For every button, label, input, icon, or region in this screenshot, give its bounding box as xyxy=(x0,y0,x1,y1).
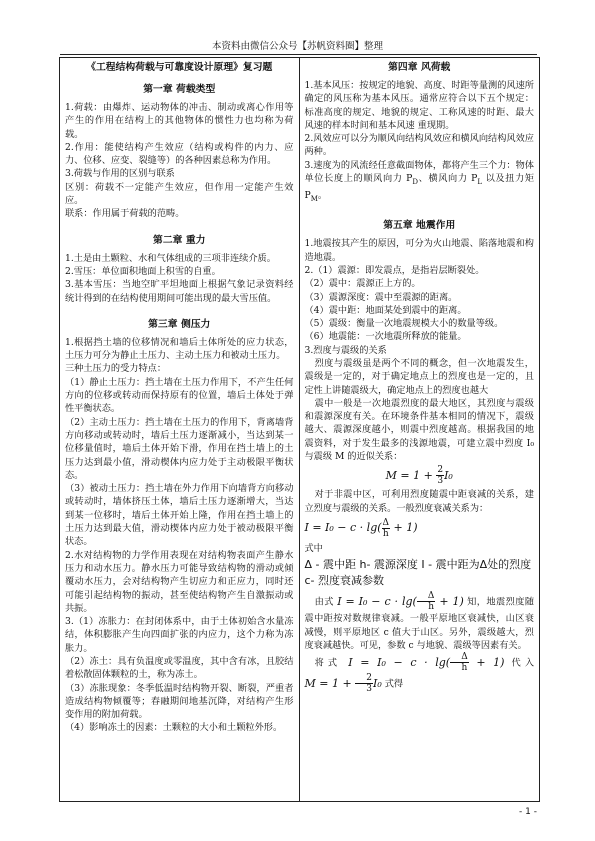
paragraph: （3）被动土压力：挡土墙在外力作用下向墙背方向移动或转动时，墙体挤压土体，墙后土压力逐渐增大，当达到某一位移时，墙后土体开始上隆，作用在挡土墙上的土压力达到最大值，滑动楔体内应力处于被动极限平衡状态。 xyxy=(65,483,294,548)
symbol-definitions: Δ - 震中距 h- 震源深度 I - 震中距为Δ处的烈度 c- 烈度衰减参数 xyxy=(304,558,532,588)
paragraph: 联系：作用属于荷载的范畴。 xyxy=(65,208,185,220)
chapter-2-heading: 第二章 重力 xyxy=(153,234,206,246)
page-number: - 1 - xyxy=(519,807,537,817)
paragraph: 3.（1）冻胀力：在封闭体系中，由于土体初始含水量冻结，体积膨胀产生向四面扩张的内应力，这个力称为冻胀力。 xyxy=(65,616,294,654)
paragraph: 2.雪压：单位面积地面上积雪的自重。 xyxy=(65,265,221,277)
right-column xyxy=(300,58,540,801)
paragraph: 3.速度为的风流经任意截面物体，都将产生三个力：物体单位长度上的顺风向力 $P_D$、横风向力 $P_L$ 以及扭力矩 $P_M$。 xyxy=(304,159,535,204)
equation-attenuation: I = I₀ − c · lg( $\frac{\Delta}{h}$ + 1) xyxy=(304,517,418,539)
paragraph: 3.烈度与震级的关系 xyxy=(304,344,387,356)
paragraph: （1）静止土压力：挡土墙在土压力作用下，不产生任何方向的位移或转动而保持原有的位置，墙后土体处于弹性平衡状态。 xyxy=(65,376,294,415)
chapter-1-heading: 第一章 荷载类型 xyxy=(143,84,216,95)
paragraph: （2）冻土：具有负温度或零温度，其中含有冰，且胶结着松散固体颗粒的土，称为冻土。 xyxy=(65,655,294,681)
paragraph: 区别：荷载不一定能产生效应，但作用一定能产生效应。 xyxy=(65,181,294,207)
paragraph: 1.荷载：由爆炸、运动物体的冲击、制动或离心作用等产生的作用在结构上的其他物体的惯性力也均称为荷载。 xyxy=(65,102,294,140)
paragraph: 由式 I = I₀ − c · lg( $\frac{\Delta}{h}$ + 1) 知，地震烈度随震中距按对数规律衰减。一般平原地区衰减快，山区衰减慢，则平原地区 c 值大于山区。另外，震级越大，烈度衰减越快。可见，参数 c 与地貌、震级等因素有关。 xyxy=(304,591,535,651)
document-title: 《工程结构荷载与可靠度设计原理》复习题 xyxy=(86,62,273,73)
chapter-4-heading: 第四章 风荷载 xyxy=(388,62,451,73)
paragraph: （6）地震能：一次地震所释放的能量。 xyxy=(304,331,467,343)
left-column xyxy=(60,58,300,801)
header-rule xyxy=(60,54,537,55)
paragraph: （4）震中距：地面某处到震中的距离。 xyxy=(304,304,467,316)
paragraph: 3.荷载与作用的区别与联系 xyxy=(65,168,175,180)
paragraph: 2.作用：能使结构产生效应（结构或构件的内力、应力、位移、应变、裂缝等）的各种因素总称为作用。 xyxy=(65,141,294,167)
paragraph: 烈度与震级虽是两个不同的概念，但一次地震发生，震级是一定的，对于确定地点上的烈度也是一定的，且定性上讲随震级大，确定地点上的烈度也越大 xyxy=(304,358,534,396)
page-header: 本资料由微信公众号【苏帆资料圈】整理 xyxy=(211,41,383,52)
paragraph: （5）震级：衡量一次地震规模大小的数量等级。 xyxy=(304,318,504,330)
paragraph: （4）影响冻土的因素：土颗粒的大小和土颗粒外形。 xyxy=(65,722,283,734)
paragraph: 式中 xyxy=(304,542,323,554)
paragraph: 将式 I = I₀ − c · lg( $\frac{\Delta}{h}$ + 1) 代入 M = 1 + $\frac{2}{3}$ I₀ 式得 xyxy=(304,652,535,695)
chapter-5-heading: 第五章 地震作用 xyxy=(383,220,456,232)
paragraph: 2.风效应可以分为顺风向结构风效应和横风向结构风效应两种。 xyxy=(304,133,534,158)
paragraph: （3）震源深度：震中至震源的距离。 xyxy=(304,291,458,303)
paragraph: （2）主动土压力：挡土墙在土压力的作用下，背离墙背方向移动或转动时，墙后土压力逐渐减小，当达到某一位移量值时，墙后土体开始下滑，作用在挡土墙上的土压力达到最小值，滑动楔体内应力处于主动极限平衡状态。 xyxy=(65,416,294,481)
paragraph: 1.土是由土颗粒、水和气体组成的三项非连续介质。 xyxy=(65,252,276,264)
paragraph: 三种土压力的受力特点： xyxy=(65,363,167,375)
document-page xyxy=(59,57,540,802)
equation-magnitude: M = 1 + $\frac{2}{3}$ I₀ xyxy=(385,465,453,487)
chapter-3-heading: 第三章 侧压力 xyxy=(148,318,211,330)
paragraph: 1.地震按其产生的原因，可分为火山地震、陷落地震和构造地震。 xyxy=(304,238,534,263)
paragraph: 2.水对结构物的力学作用表现在对结构物表面产生静水压力和动水压力。静水压力可能导致结构物的滑动或倾覆动水压力，会对结构物产生切应力和正应力，同时还可能引起结构物的振动，甚至使结构物产生自激振动或共振。 xyxy=(65,549,294,614)
paragraph: 1.根据挡土墙的位移情况和墙后土体所处的应力状态，土压力可分为静止土压力、主动土压力和被动土压力。 xyxy=(65,336,294,362)
paragraph: 3.基本雪压：当地空旷平坦地面上根据气象记录资料经统计得到的在结构使用期间可能出现的最大雪压值。 xyxy=(65,279,294,304)
paragraph: 对于非震中区，可利用烈度随震中距衰减的关系，建立烈度与震级的关系。一般烈度衰减关系为： xyxy=(304,489,534,514)
paragraph: 震中一般是一次地震烈度的最大地区，其烈度与震级和震源深度有关。在环境条件基本相同的情况下，震级越大、震源深度越小，则震中烈度越高。根据我国的地震资料，对于发生最多的浅源地震，可建立震中烈度 I₀ 与震级 M 的近似关系： xyxy=(304,397,534,463)
paragraph: 2.（1）震源：即发震点，是指岩层断裂处。 xyxy=(304,264,485,276)
paragraph: 1.基本风压：按规定的地貌、高度、时距等量测的风速所确定的风压称为基本风压。通常应符合以下五个规定：标准高度的规定、地貌的规定、工称风速的时距、最大风速的样本时间和基本风速 重现期。 xyxy=(304,80,534,131)
paragraph: （3）冻胀现象：冬季低温时结构物开裂、断裂，严重者造成结构物倾覆等；春融期间地基沉降，对结构产生形变作用的附加荷载。 xyxy=(65,682,294,721)
paragraph: （2）震中：震源正上方的。 xyxy=(304,278,421,290)
